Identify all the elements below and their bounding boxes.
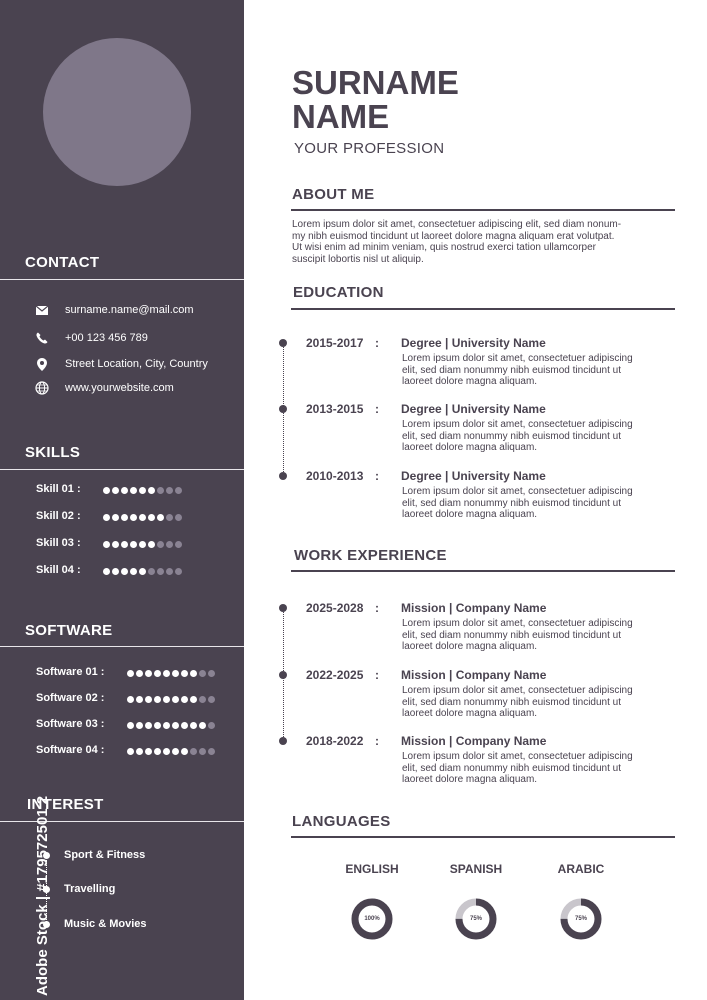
- edu-years: 2013-2015: [306, 402, 364, 416]
- level-dot-filled: [154, 696, 161, 703]
- name-heading: NAME: [292, 98, 390, 135]
- work-separator: :: [375, 668, 379, 682]
- surname-heading: SURNAME: [292, 64, 459, 101]
- level-dot-filled: [103, 568, 110, 575]
- contact-phone-text: +00 123 456 789: [65, 332, 148, 344]
- software-label: Software 01 :: [36, 666, 105, 678]
- edu-description-line: elit, sed diam nonummy nibh euismod tincidunt ut: [402, 430, 622, 442]
- edu-description: [402, 353, 664, 388]
- language-name: ENGLISH: [345, 862, 399, 876]
- skills-level-dots: [103, 487, 182, 494]
- work-heading: Mission | Company Name: [401, 734, 547, 748]
- skills-level-dots: [103, 568, 182, 575]
- level-dot-filled: [130, 568, 137, 575]
- level-dot-empty: [190, 748, 197, 755]
- software-level-dots: [127, 670, 215, 677]
- software-title: SOFTWARE: [25, 622, 113, 639]
- mail-icon: [35, 303, 49, 317]
- edu-description-line: laoreet dolore magna aliquam.: [402, 509, 538, 520]
- level-dot-filled: [181, 696, 188, 703]
- level-dot-empty: [175, 514, 182, 521]
- level-dot-filled: [103, 487, 110, 494]
- phone-icon: [35, 331, 49, 345]
- contact-phone: [35, 331, 148, 345]
- work-description-line: laoreet dolore magna aliquam.: [402, 774, 538, 785]
- level-dot-filled: [139, 541, 146, 548]
- level-dot-filled: [154, 722, 161, 729]
- edu-years: 2010-2013: [306, 469, 364, 483]
- education-title: EDUCATION: [293, 284, 384, 301]
- level-dot-filled: [172, 722, 179, 729]
- work-description-line: laoreet dolore magna aliquam.: [402, 708, 538, 719]
- level-dot-filled: [157, 514, 164, 521]
- work-timeline-dot: [279, 671, 287, 679]
- level-dot-filled: [139, 568, 146, 575]
- edu-timeline-dot: [279, 339, 287, 347]
- level-dot-filled: [139, 514, 146, 521]
- level-dot-filled: [145, 748, 152, 755]
- contact-divider: [0, 279, 244, 280]
- language-proficiency-donut: [559, 897, 603, 941]
- level-dot-empty: [208, 722, 215, 729]
- level-dot-empty: [208, 670, 215, 677]
- location-pin-icon: [35, 357, 49, 371]
- edu-description-line: Lorem ipsum dolor sit amet, consectetuer adipiscing: [402, 353, 633, 364]
- work-description-line: Lorem ipsum dolor sit amet, consectetuer adipiscing: [402, 751, 633, 762]
- level-dot-filled: [190, 722, 197, 729]
- level-dot-empty: [166, 568, 173, 575]
- level-dot-filled: [121, 487, 128, 494]
- work-description-line: elit, sed diam nonummy nibh euismod tincidunt ut: [402, 696, 622, 708]
- contact-address: [35, 357, 208, 371]
- interest-title: INTEREST: [27, 796, 104, 813]
- level-dot-filled: [148, 514, 155, 521]
- level-dot-filled: [127, 748, 134, 755]
- edu-separator: :: [375, 469, 379, 483]
- work-description: [402, 685, 664, 720]
- level-dot-filled: [136, 748, 143, 755]
- skills-level-dots: [103, 541, 182, 548]
- edu-description-line: Lorem ipsum dolor sit amet, consectetuer adipiscing: [402, 419, 633, 430]
- edu-heading: Degree | University Name: [401, 336, 546, 350]
- level-dot-filled: [172, 748, 179, 755]
- level-dot-filled: [163, 748, 170, 755]
- level-dot-filled: [127, 670, 134, 677]
- language-percent: 100%: [364, 916, 380, 922]
- skills-label: Skill 04 :: [36, 564, 81, 576]
- software-level-dots: [127, 696, 215, 703]
- interest-item-music: Music & Movies: [64, 918, 147, 930]
- level-dot-empty: [175, 541, 182, 548]
- work-years: 2025-2028: [306, 601, 364, 615]
- software-label: Software 04 :: [36, 744, 105, 756]
- work-divider: [291, 570, 675, 572]
- level-dot-empty: [175, 487, 182, 494]
- software-level-dots: [127, 748, 215, 755]
- edu-description-line: elit, sed diam nonummy nibh euismod tincidunt ut: [402, 364, 622, 376]
- skills-level-dots: [103, 514, 182, 521]
- level-dot-filled: [181, 748, 188, 755]
- work-separator: :: [375, 601, 379, 615]
- about-text: Lorem ipsum dolor sit amet, consectetuer adipiscing elit, sed diam nonum- my nibh euismod tincidunt ut laoreet dolore magna aliquam erat volutpat. Ut wisi enim ad minim veniam, quis nostrud exerci tation ullamcorper suscipit lobortis nisl ut aliquip.: [292, 219, 622, 265]
- level-dot-filled: [154, 748, 161, 755]
- work-heading: Mission | Company Name: [401, 668, 547, 682]
- work-description: [402, 618, 664, 653]
- level-dot-filled: [199, 722, 206, 729]
- work-separator: :: [375, 734, 379, 748]
- level-dot-filled: [148, 541, 155, 548]
- level-dot-filled: [112, 487, 119, 494]
- level-dot-empty: [199, 748, 206, 755]
- level-dot-empty: [208, 748, 215, 755]
- edu-description: [402, 419, 664, 454]
- work-description-line: Lorem ipsum dolor sit amet, consectetuer adipiscing: [402, 685, 633, 696]
- level-dot-empty: [199, 696, 206, 703]
- edu-description-line: laoreet dolore magna aliquam.: [402, 376, 538, 387]
- level-dot-empty: [175, 568, 182, 575]
- languages-title: LANGUAGES: [292, 813, 391, 830]
- work-heading: Mission | Company Name: [401, 601, 547, 615]
- level-dot-filled: [145, 670, 152, 677]
- level-dot-filled: [145, 722, 152, 729]
- language-name: ARABIC: [557, 862, 605, 876]
- level-dot-filled: [103, 514, 110, 521]
- level-dot-filled: [136, 670, 143, 677]
- work-timeline-dot: [279, 737, 287, 745]
- level-dot-filled: [172, 696, 179, 703]
- software-level-dots: [127, 722, 215, 729]
- level-dot-empty: [199, 670, 206, 677]
- interest-item-sport: Sport & Fitness: [64, 849, 146, 861]
- level-dot-filled: [190, 670, 197, 677]
- work-years: 2018-2022: [306, 734, 364, 748]
- edu-heading: Degree | University Name: [401, 402, 546, 416]
- level-dot-filled: [148, 487, 155, 494]
- profession-subtitle: YOUR PROFESSION: [294, 140, 445, 157]
- level-dot-filled: [163, 696, 170, 703]
- level-dot-filled: [163, 670, 170, 677]
- level-dot-empty: [157, 487, 164, 494]
- work-description-line: laoreet dolore magna aliquam.: [402, 641, 538, 652]
- edu-years: 2015-2017: [306, 336, 364, 350]
- language-name: SPANISH: [449, 862, 503, 876]
- level-dot-filled: [121, 568, 128, 575]
- work-description-line: elit, sed diam nonummy nibh euismod tincidunt ut: [402, 629, 622, 641]
- edu-description-line: Lorem ipsum dolor sit amet, consectetuer adipiscing: [402, 486, 633, 497]
- edu-separator: :: [375, 336, 379, 350]
- languages-divider: [291, 836, 675, 838]
- skills-label: Skill 01 :: [36, 483, 81, 495]
- skills-divider: [0, 469, 244, 470]
- level-dot-empty: [157, 541, 164, 548]
- education-divider: [291, 308, 675, 310]
- level-dot-filled: [181, 670, 188, 677]
- level-dot-filled: [112, 514, 119, 521]
- contact-website-text: www.yourwebsite.com: [65, 382, 174, 394]
- level-dot-filled: [139, 487, 146, 494]
- level-dot-filled: [172, 670, 179, 677]
- level-dot-filled: [145, 696, 152, 703]
- about-title: ABOUT ME: [292, 186, 375, 203]
- software-label: Software 02 :: [36, 692, 105, 704]
- level-dot-filled: [127, 696, 134, 703]
- level-dot-filled: [103, 541, 110, 548]
- level-dot-filled: [121, 541, 128, 548]
- interest-item-travelling: Travelling: [64, 883, 116, 895]
- edu-separator: :: [375, 402, 379, 416]
- edu-description: [402, 486, 664, 521]
- level-dot-empty: [166, 541, 173, 548]
- contact-email-text: surname.name@mail.com: [65, 304, 194, 316]
- work-title: WORK EXPERIENCE: [294, 547, 447, 564]
- level-dot-filled: [112, 541, 119, 548]
- edu-heading: Degree | University Name: [401, 469, 546, 483]
- language-percent: 75%: [574, 916, 587, 922]
- software-divider: [0, 646, 244, 647]
- work-years: 2022-2025: [306, 668, 364, 682]
- language-proficiency-donut: [454, 897, 498, 941]
- level-dot-filled: [130, 487, 137, 494]
- level-dot-filled: [136, 696, 143, 703]
- skills-title: SKILLS: [25, 444, 81, 461]
- stock-watermark: Adobe Stock | #179572501 2: [34, 795, 51, 996]
- edu-description-line: laoreet dolore magna aliquam.: [402, 442, 538, 453]
- level-dot-filled: [154, 670, 161, 677]
- skills-label: Skill 03 :: [36, 537, 81, 549]
- edu-timeline-dot: [279, 405, 287, 413]
- level-dot-empty: [208, 696, 215, 703]
- work-description-line: elit, sed diam nonummy nibh euismod tincidunt ut: [402, 762, 622, 774]
- globe-icon: [35, 381, 49, 395]
- language-proficiency-donut: [350, 897, 394, 941]
- level-dot-empty: [157, 568, 164, 575]
- level-dot-filled: [121, 514, 128, 521]
- level-dot-filled: [163, 722, 170, 729]
- level-dot-empty: [166, 514, 173, 521]
- edu-description-line: elit, sed diam nonummy nibh euismod tincidunt ut: [402, 497, 622, 509]
- work-description: [402, 751, 664, 786]
- contact-address-text: Street Location, City, Country: [65, 358, 208, 370]
- level-dot-filled: [112, 568, 119, 575]
- contact-website: [35, 381, 174, 395]
- level-dot-filled: [130, 541, 137, 548]
- level-dot-filled: [190, 696, 197, 703]
- contact-title: CONTACT: [25, 254, 100, 271]
- avatar: [43, 38, 191, 186]
- edu-timeline-dot: [279, 472, 287, 480]
- contact-email: [35, 303, 194, 317]
- work-description-line: Lorem ipsum dolor sit amet, consectetuer adipiscing: [402, 618, 633, 629]
- level-dot-empty: [148, 568, 155, 575]
- skills-label: Skill 02 :: [36, 510, 81, 522]
- work-timeline-dot: [279, 604, 287, 612]
- software-label: Software 03 :: [36, 718, 105, 730]
- level-dot-empty: [166, 487, 173, 494]
- about-divider: [291, 209, 675, 211]
- language-percent: 75%: [469, 916, 482, 922]
- level-dot-filled: [136, 722, 143, 729]
- level-dot-filled: [181, 722, 188, 729]
- level-dot-filled: [130, 514, 137, 521]
- sidebar: [0, 0, 244, 1000]
- level-dot-filled: [127, 722, 134, 729]
